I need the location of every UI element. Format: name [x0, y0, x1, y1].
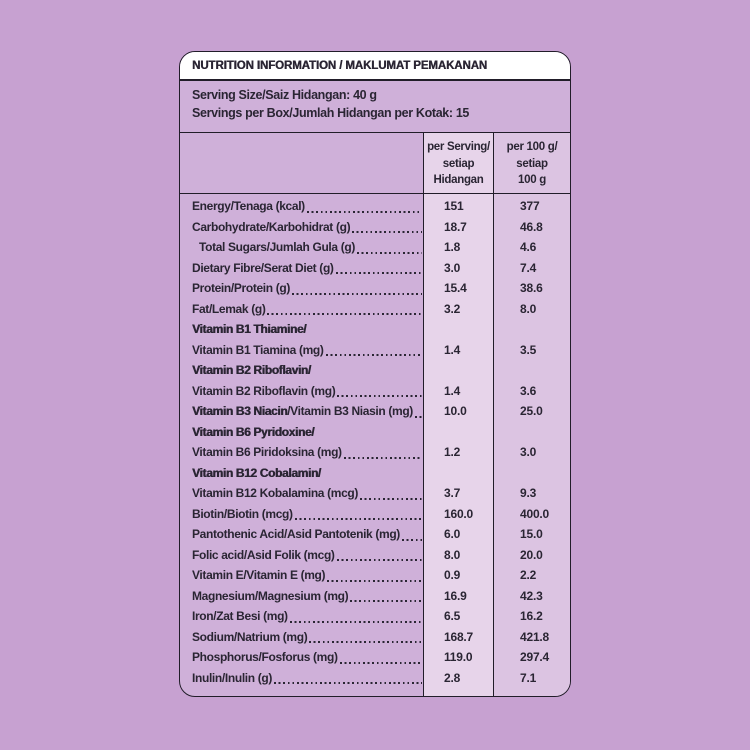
per-100g-value: 2.2	[520, 568, 537, 582]
nutrient-main-line	[180, 606, 570, 627]
per-100g-value: 4.6	[520, 240, 537, 254]
nutrient-name: Iron/Zat Besi (mg)	[192, 609, 288, 623]
nutrient-label	[180, 545, 423, 566]
per-serving-value: 1.4	[444, 383, 461, 398]
per-serving-value: 0.9	[444, 568, 461, 582]
nutrient-name: Folic acid/Asid Folik (mcg)	[192, 547, 335, 562]
nutrient-row	[180, 606, 570, 627]
per-100g-value: 9.3	[520, 486, 537, 500]
nutrient-name: Total Sugars/Jumlah Gula (g)	[199, 240, 355, 254]
dotted-leader	[357, 252, 422, 254]
per-100g-value: 7.1	[520, 670, 537, 685]
dotted-leader	[337, 559, 422, 561]
nutrient-name: Biotin/Biotin (mcg)	[192, 506, 293, 521]
nutrient-name: Vitamin B6 Pyridoxine/	[192, 424, 315, 439]
dotted-leader	[295, 518, 422, 520]
nutrient-label	[180, 586, 423, 607]
nutrient-label	[180, 565, 423, 586]
per-serving-value: 6.5	[444, 609, 461, 623]
per-serving-value: 1.4	[444, 342, 461, 357]
nutrient-main-line	[180, 299, 570, 320]
dotted-leader	[360, 498, 422, 500]
nutrient-main-line	[180, 278, 570, 299]
nutrient-name-line	[180, 360, 570, 381]
servings-per-box-line: Servings per Box/Jumlah Hidangan per Kotak: 15	[192, 106, 470, 120]
nutrient-name: Inulin/Inulin (g)	[192, 670, 273, 685]
dotted-leader	[344, 457, 422, 459]
dotted-leader	[274, 682, 422, 684]
nutrient-main-line	[180, 237, 570, 258]
per-100g-value: 42.3	[520, 588, 543, 603]
nutrient-row	[180, 668, 570, 689]
per-100g-value: 20.0	[520, 547, 543, 562]
nutrient-label	[180, 258, 423, 279]
per-100g-value: 38.6	[520, 281, 543, 295]
nutrient-row	[180, 258, 570, 279]
nutrient-label	[180, 524, 423, 545]
dotted-leader	[267, 313, 422, 315]
per-100g-value: 3.6	[520, 383, 537, 398]
nutrient-main-line	[180, 217, 570, 238]
nutrient-name: Magnesium/Magnesium (mg)	[192, 588, 349, 603]
nutrient-name: Energy/Tenaga (kcal)	[192, 199, 305, 213]
per-100g-header-cell	[494, 133, 570, 193]
nutrient-label	[180, 401, 423, 422]
nutrient-label	[180, 340, 423, 361]
nutrient-label	[180, 237, 423, 258]
per-serving-value: 3.0	[444, 260, 461, 275]
nutrient-name: Vitamin E/Vitamin E (mg)	[192, 568, 326, 582]
header-line: 100 g	[518, 174, 546, 186]
nutrition-table	[180, 133, 570, 696]
per-serving-value: 1.8	[444, 240, 461, 254]
empty-header-cell	[180, 133, 423, 193]
nutrient-row	[180, 360, 570, 401]
nutrient-row	[180, 319, 570, 360]
dotted-leader	[340, 662, 422, 664]
dotted-leader	[352, 231, 422, 233]
nutrient-row	[180, 278, 570, 299]
per-serving-value: 8.0	[444, 547, 461, 562]
nutrient-name: Pantothenic Acid/Asid Pantotenik (mg)	[192, 527, 400, 541]
nutrient-label	[180, 196, 423, 217]
header-line: Hidangan	[433, 174, 484, 186]
dotted-leader	[336, 272, 422, 274]
dotted-leader	[350, 600, 422, 602]
per-serving-value: 168.7	[444, 629, 474, 644]
nutrition-table-body	[180, 194, 570, 696]
per-100g-value: 3.0	[520, 445, 537, 459]
nutrient-name: Vitamin B6 Piridoksina (mg)	[192, 445, 342, 459]
per-100g-value: 15.0	[520, 527, 543, 541]
nutrient-main-line	[180, 565, 570, 586]
nutrient-label	[180, 627, 423, 648]
nutrient-name: /Vitamin B3 Niasin (mg)	[287, 404, 413, 418]
nutrient-row	[180, 299, 570, 320]
nutrition-label-title: NUTRITION INFORMATION / MAKLUMAT PEMAKANAN	[180, 52, 570, 81]
per-serving-value: 16.9	[444, 588, 467, 603]
per-100g-value: 8.0	[520, 301, 537, 316]
nutrient-main-line	[180, 340, 570, 361]
nutrient-label	[180, 299, 423, 320]
per-serving-value: 3.7	[444, 486, 461, 500]
nutrient-row	[180, 647, 570, 668]
nutrient-main-line	[180, 586, 570, 607]
nutrient-row	[180, 504, 570, 525]
nutrient-main-line	[180, 442, 570, 463]
nutrient-row	[180, 217, 570, 238]
nutrient-label	[180, 483, 423, 504]
dotted-leader	[402, 539, 422, 541]
per-serving-value: 15.4	[444, 281, 467, 295]
nutrient-name-line	[180, 463, 570, 484]
dotted-leader	[292, 293, 422, 295]
serving-info-section	[180, 81, 570, 133]
dotted-leader	[290, 621, 422, 623]
nutrient-row	[180, 401, 570, 422]
per-100g-value: 297.4	[520, 650, 550, 664]
nutrient-name: Fat/Lemak (g)	[192, 301, 266, 316]
nutrient-main-line	[180, 545, 570, 566]
per-serving-value: 10.0	[444, 404, 467, 418]
nutrient-name: Vitamin B1 Tiamina (mg)	[192, 342, 324, 357]
per-serving-value: 1.2	[444, 445, 461, 459]
header-line: setiap	[442, 157, 475, 170]
nutrient-name: Vitamin B12 Kobalamina (mcg)	[192, 486, 359, 500]
nutrient-name-line	[180, 422, 570, 443]
per-serving-value: 151	[444, 199, 464, 213]
nutrient-main-line	[180, 258, 570, 279]
nutrient-main-line	[180, 401, 570, 422]
table-header-row	[180, 133, 570, 194]
nutrient-name: Protein/Protein (g)	[192, 281, 291, 295]
per-100g-value: 16.2	[520, 609, 543, 623]
per-100g-value: 46.8	[520, 219, 543, 234]
dotted-leader	[337, 395, 422, 397]
nutrient-main-line	[180, 524, 570, 545]
nutrient-row	[180, 196, 570, 217]
nutrient-row	[180, 422, 570, 463]
per-100g-value: 7.4	[520, 260, 537, 275]
per-100g-value: 421.8	[520, 629, 550, 644]
per-serving-value: 3.2	[444, 301, 461, 316]
nutrient-name: Vitamin B3 Niacin	[192, 404, 288, 418]
nutrient-name: Dietary Fibre/Serat Diet (g)	[192, 260, 334, 275]
nutrient-name: Sodium/Natrium (mg)	[192, 629, 308, 644]
nutrient-name: Vitamin B2 Riboflavin/	[192, 363, 311, 377]
nutrient-label	[180, 442, 423, 463]
header-line: setiap	[516, 157, 548, 170]
nutrient-main-line	[180, 196, 570, 217]
per-serving-value: 2.8	[444, 670, 461, 685]
nutrient-label	[180, 278, 423, 299]
nutrient-row	[180, 463, 570, 504]
header-line: per 100 g/	[506, 141, 558, 153]
nutrient-main-line	[180, 504, 570, 525]
nutrient-name: Phosphorus/Fosforus (mg)	[192, 650, 338, 664]
per-serving-value: 119.0	[444, 650, 473, 664]
nutrient-main-line	[180, 627, 570, 648]
per-100g-value: 377	[520, 199, 540, 213]
nutrient-label	[180, 668, 423, 689]
per-serving-value: 6.0	[444, 527, 461, 541]
nutrient-main-line	[180, 483, 570, 504]
nutrient-row	[180, 627, 570, 648]
nutrient-main-line	[180, 381, 570, 402]
dotted-leader	[309, 641, 422, 643]
per-100g-value: 25.0	[520, 404, 543, 418]
nutrient-name-line	[180, 319, 570, 340]
nutrient-label	[180, 606, 423, 627]
nutrient-row	[180, 237, 570, 258]
nutrient-row	[180, 524, 570, 545]
nutrient-label	[180, 647, 423, 668]
per-serving-value: 160.0	[444, 506, 474, 521]
dotted-leader	[326, 354, 422, 356]
nutrient-row	[180, 545, 570, 566]
header-line: per Serving/	[427, 141, 490, 153]
per-serving-header-cell	[423, 133, 494, 193]
dotted-leader	[415, 416, 422, 418]
nutrient-name: Vitamin B12 Cobalamin/	[192, 465, 321, 480]
nutrient-main-line	[180, 647, 570, 668]
dotted-leader	[307, 211, 422, 213]
nutrient-main-line	[180, 668, 570, 689]
nutrient-row	[180, 586, 570, 607]
nutrient-label	[180, 217, 423, 238]
nutrient-label	[180, 504, 423, 525]
nutrient-name: Vitamin B2 Riboflavin (mg)	[192, 383, 336, 398]
nutrient-name: Vitamin B1 Thiamine/	[192, 322, 307, 336]
nutrient-label	[180, 381, 423, 402]
dotted-leader	[327, 580, 422, 582]
nutrient-name: Carbohydrate/Karbohidrat (g)	[192, 219, 351, 234]
serving-size-line: Serving Size/Saiz Hidangan: 40 g	[192, 88, 377, 102]
per-100g-value: 400.0	[520, 506, 550, 521]
per-100g-value: 3.5	[520, 342, 537, 357]
per-serving-value: 18.7	[444, 219, 467, 234]
nutrition-label-card	[179, 51, 571, 697]
nutrient-row	[180, 565, 570, 586]
